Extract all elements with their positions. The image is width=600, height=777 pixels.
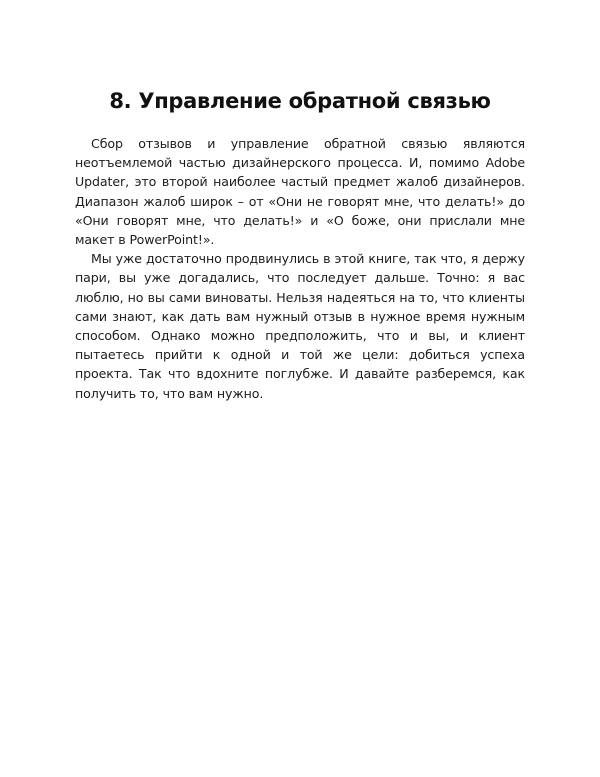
chapter-body xyxy=(75,134,525,403)
paragraph-feedback-intro: Сбор отзывов и управление обратной связью являются неотъемлемой частью дизайнерского процесса. И, помимо Adobe Updater, это второй наиболее частый предмет жалоб дизайнеров. Диапазон жалоб широк – от «Они не говорят мне, что делать!» до «Они говорят мне, что делать!» и «О боже, они прислали мне макет в PowerPoint!». xyxy=(75,136,525,248)
chapter-title: 8. Управление обратной связью xyxy=(109,89,491,113)
paragraph-feedback-approach: Мы уже достаточно продвинулись в этой книге, так что, я держу пари, вы уже догадались, что последует дальше. Точно: я вас люблю, но вы сами виноваты. Нельзя надеяться на то, что клиенты сами знают, как дать вам нужный отзыв в нужное время нужным способом. Однако можно предположить, что и вы, и клиент пытаетесь прийти к одной и той же цели: добиться успеха проекта. Так что вдохните поглубже. И давайте разберемся, как получить то, что вам нужно. xyxy=(75,251,525,401)
